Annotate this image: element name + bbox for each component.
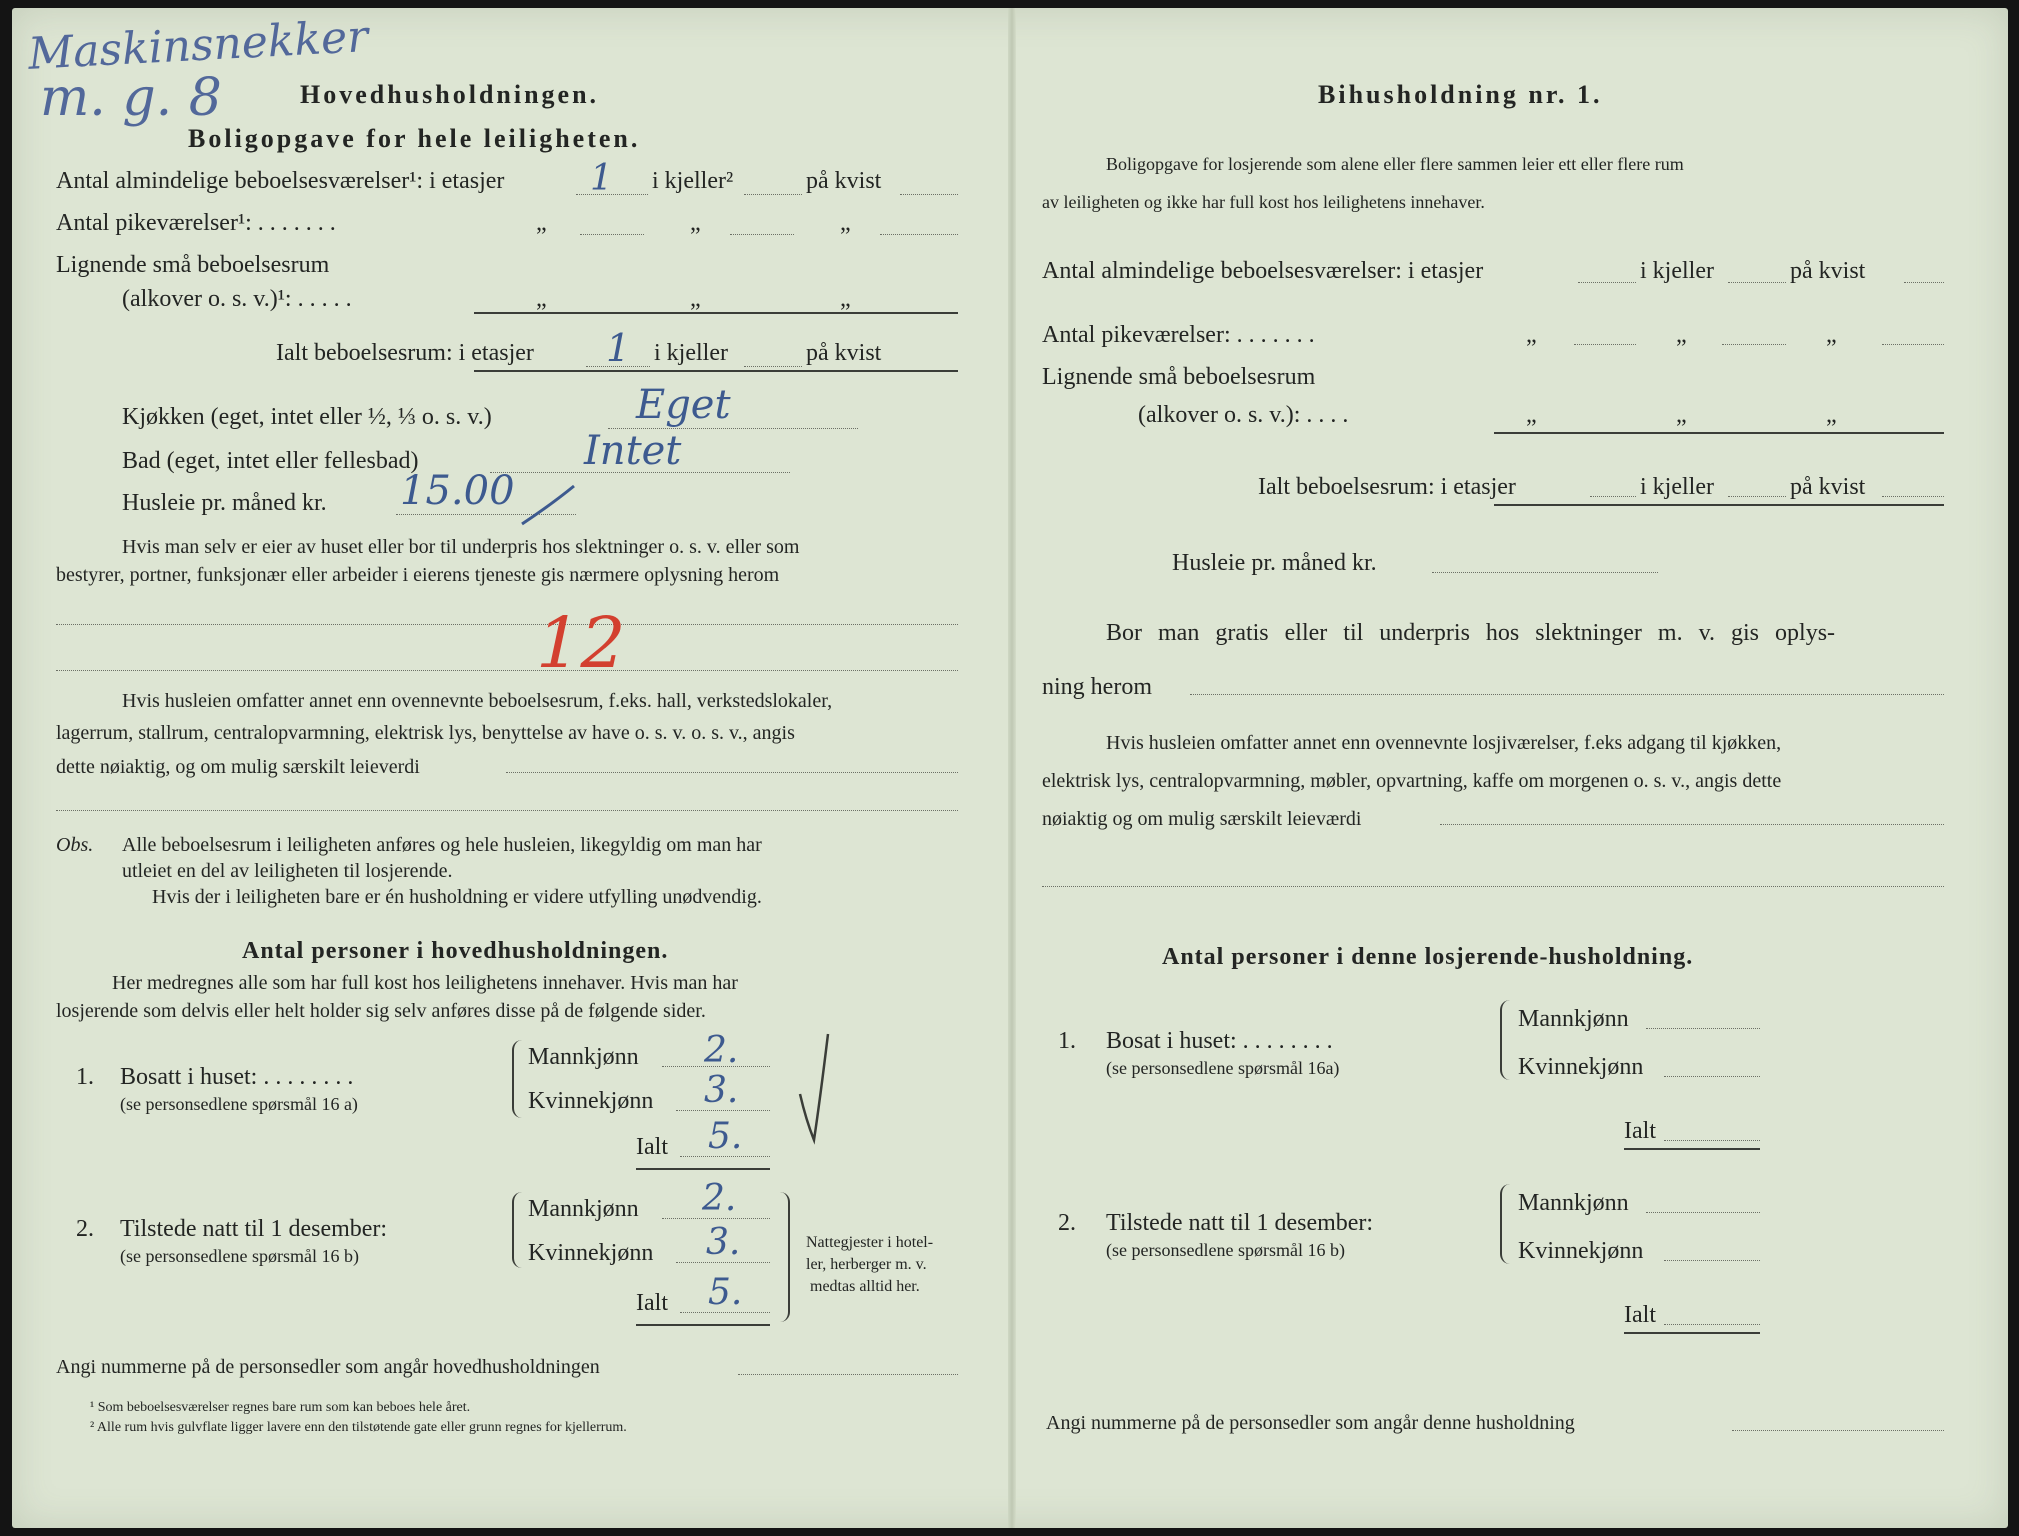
persons-intro-2: losjerende som delvis eller helt holder sig selv anføres disse på de følgende sider. <box>56 1000 706 1022</box>
hw-tilstede-kvinne: 3. <box>706 1222 741 1263</box>
ditto-mark: „ <box>1526 322 1537 348</box>
rooms-label: Antal almindelige beboelsesværelser¹: i etasjer <box>56 168 505 194</box>
right-q2-ialt-label: Ialt <box>1624 1302 1656 1328</box>
eier-line-2 <box>56 670 958 671</box>
bad-label: Bad (eget, intet eller fellesbad) <box>122 448 419 474</box>
q1-ialt-label: Ialt <box>636 1134 668 1160</box>
right-q1-ialt-line <box>1664 1140 1760 1141</box>
hw-red-number: 12 <box>527 602 634 684</box>
right-omfatter-3: nøiaktig og om mulig særskilt leieværdi <box>1042 808 1362 830</box>
obs-label: Obs. <box>56 834 94 856</box>
q2-right-bracket <box>776 1192 790 1322</box>
right-gratis-1: Bor man gratis eller til underpris hos slektninger m. v. gis oplys- <box>1106 620 1836 646</box>
pike-line-1 <box>580 234 644 235</box>
right-omfatter-line-1 <box>1440 824 1944 825</box>
q2-kvinne-label: Kvinnekjønn <box>528 1240 654 1266</box>
right-q1-kvinne-label: Kvinnekjønn <box>1518 1054 1644 1080</box>
right-ialt-kvist-line <box>1882 496 1944 497</box>
q1-bracket <box>512 1040 526 1118</box>
right-q1-number: 1. <box>1058 1028 1076 1054</box>
right-ialt-kjeller-line <box>1728 496 1786 497</box>
right-q1-bracket <box>1500 1000 1514 1080</box>
right-pike-line-1 <box>1574 344 1636 345</box>
persons-title: Antal personer i hovedhusholdningen. <box>242 938 669 964</box>
right-lignende-sum-line <box>1494 432 1944 434</box>
rooms-kjeller-label: i kjeller² <box>652 168 734 194</box>
right-q1-ialt-label: Ialt <box>1624 1118 1656 1144</box>
right-ialt-kjeller-label: i kjeller <box>1640 474 1714 500</box>
lignende-sum-line <box>474 312 958 314</box>
right-q2-bracket <box>1500 1184 1514 1264</box>
omfatter-text-1: Hvis husleien omfatter annet enn ovennevnte beboelsesrum, f.eks. hall, verkstedslokaler, <box>122 690 833 712</box>
right-omfatter-1: Hvis husleien omfatter annet enn ovennevnte losjiværelser, f.eks adgang til kjøkken, <box>1106 732 1782 754</box>
right-ialt-etasjer-line <box>1590 496 1636 497</box>
handwritten-mark: m. g. 8 <box>40 68 222 128</box>
ditto-mark: „ <box>1676 402 1687 428</box>
right-q1-sub: (se personsedlene spørsmål 16a) <box>1106 1058 1340 1078</box>
right-q2-label: Tilstede natt til 1 desember: <box>1106 1210 1374 1236</box>
right-q1-label: Bosat i huset: . . . . . . . . <box>1106 1028 1333 1054</box>
hw-bosatt-kvinne: 3. <box>704 1070 739 1111</box>
q2-number: 2. <box>76 1216 94 1242</box>
right-q1-ialt-underline <box>1624 1148 1760 1150</box>
ialt-label: Ialt beboelsesrum: i etasjer <box>276 340 534 366</box>
right-q2-mann-label: Mannkjønn <box>1518 1190 1629 1216</box>
eier-text-2: bestyrer, portner, funksjonær eller arbeider i eierens tjeneste gis nærmere oplysning herom <box>56 564 780 586</box>
pike-line-2 <box>730 234 794 235</box>
right-omfatter-line-2 <box>1042 886 1944 887</box>
right-gratis-2: ning herom <box>1042 674 1152 700</box>
nattegjester-note-3: medtas alltid her. <box>810 1278 920 1295</box>
right-omfatter-2: elektrisk lys, centralopvarmning, møbler, opvartning, kaffe om morgenen o. s. v., angis dette <box>1042 770 1782 792</box>
footnote-1: ¹ Som beboelsesværelser regnes bare rum som kan beboes hele året. <box>90 1400 471 1415</box>
left-title: Hovedhusholdningen. <box>300 80 600 109</box>
right-rooms-etasjer-line <box>1578 282 1636 283</box>
ialt-underline <box>474 370 958 372</box>
handwritten-occupation: Maskinsnekker <box>26 11 370 80</box>
right-q1-kvinne-line <box>1664 1076 1760 1077</box>
right-q2-kvinne-label: Kvinnekjønn <box>1518 1238 1644 1264</box>
eier-text-1: Hvis man selv er eier av huset eller bor til underpris hos slektninger o. s. v. eller som <box>122 536 800 558</box>
right-husleie-label: Husleie pr. måned kr. <box>1172 550 1377 576</box>
q2-ialt-label: Ialt <box>636 1290 668 1316</box>
right-rooms-kjeller-label: i kjeller <box>1640 258 1714 284</box>
right-q2-number: 2. <box>1058 1210 1076 1236</box>
obs-text-3: Hvis der i leiligheten bare er én husholdning er videre utfylling unødvendig. <box>152 886 762 908</box>
ditto-mark: „ <box>690 210 701 236</box>
q2-ialt-underline <box>636 1324 770 1326</box>
omfatter-line-1 <box>506 772 958 773</box>
right-gratis-line <box>1190 694 1944 695</box>
rooms-kjeller-line <box>744 194 802 195</box>
right-pike-line-2 <box>1722 344 1786 345</box>
q2-mann-label: Mannkjønn <box>528 1196 639 1222</box>
right-rooms-label: Antal almindelige beboelsesværelser: i etasjer <box>1042 258 1484 284</box>
ialt-kjeller-line <box>744 366 802 367</box>
nattegjester-note-2: ler, herberger m. v. <box>806 1256 927 1273</box>
hw-rent-stroke <box>500 480 580 530</box>
ditto-mark: „ <box>840 210 851 236</box>
kjokken-label: Kjøkken (eget, intet eller ½, ⅓ o. s. v.) <box>122 404 492 430</box>
hw-tilstede-mann: 2. <box>702 1178 737 1219</box>
hw-bath: Intet <box>584 428 682 474</box>
ditto-mark: „ <box>536 286 547 312</box>
right-title: Bihusholdning nr. 1. <box>1318 80 1603 109</box>
right-ialt-kvist-label: på kvist <box>1790 474 1866 500</box>
angi-label: Angi nummerne på de personsedler som angår hovedhusholdningen <box>56 1356 600 1378</box>
q2-label: Tilstede natt til 1 desember: <box>120 1216 388 1242</box>
pike-label: Antal pikeværelser¹: . . . . . . . <box>56 210 336 236</box>
hw-tilstede-ialt: 5. <box>708 1272 743 1313</box>
persons-intro-1: Her medregnes alle som har full kost hos leilighetens innehaver. Hvis man har <box>112 972 738 994</box>
omfatter-text-3: dette nøiaktig, og om mulig særskilt leieverdi <box>56 756 420 778</box>
q1-number: 1. <box>76 1064 94 1090</box>
lignende-label-2: (alkover o. s. v.)¹: . . . . . <box>122 286 352 312</box>
ialt-kjeller-label: i kjeller <box>654 340 728 366</box>
right-rooms-kjeller-line <box>1728 282 1786 283</box>
right-angi-line <box>1732 1430 1944 1431</box>
right-intro-2: av leiligheten og ikke har full kost hos leilighetens innehaver. <box>1042 192 1485 212</box>
ialt-etasjer-line <box>586 366 650 367</box>
q2-sub: (se personsedlene spørsmål 16 b) <box>120 1246 359 1266</box>
lignende-label-1: Lignende små beboelsesrum <box>56 252 330 278</box>
angi-line <box>738 1374 958 1375</box>
right-lignende-label-2: (alkover o. s. v.): . . . . <box>1138 402 1349 428</box>
ditto-mark: „ <box>690 286 701 312</box>
right-ialt-label: Ialt beboelsesrum: i etasjer <box>1258 474 1516 500</box>
right-q1-mann-line <box>1646 1028 1760 1029</box>
right-angi-label: Angi nummerne på de personsedler som angår denne husholdning <box>1046 1412 1575 1434</box>
hw-kitchen: Eget <box>636 382 731 428</box>
right-rooms-kvist-line <box>1904 282 1944 283</box>
right-q2-kvinne-line <box>1664 1260 1760 1261</box>
right-ialt-underline <box>1494 504 1944 506</box>
hw-ialt-etasjer: 1 <box>606 326 631 370</box>
right-q2-ialt-line <box>1664 1324 1760 1325</box>
obs-text-2: utleiet en del av leiligheten til losjerende. <box>122 860 453 882</box>
left-subtitle: Boligopgave for hele leiligheten. <box>188 124 641 153</box>
right-q1-mann-label: Mannkjønn <box>1518 1006 1629 1032</box>
hw-etasjer: 1 <box>590 158 613 199</box>
ditto-mark: „ <box>536 210 547 236</box>
hw-bosatt-mann: 2. <box>704 1030 739 1071</box>
ditto-mark: „ <box>1676 322 1687 348</box>
page-fold <box>1008 8 1016 1528</box>
right-lignende-label-1: Lignende små beboelsesrum <box>1042 364 1316 390</box>
rooms-kvist-line <box>900 194 958 195</box>
ditto-mark: „ <box>1826 322 1837 348</box>
ditto-mark: „ <box>1826 402 1837 428</box>
q1-label: Bosatt i huset: . . . . . . . . <box>120 1064 354 1090</box>
right-pike-line-3 <box>1882 344 1944 345</box>
q2-bracket <box>512 1192 526 1268</box>
obs-text-1: Alle beboelsesrum i leiligheten anføres og hele husleien, likegyldig om man har <box>122 834 762 856</box>
right-husleie-line <box>1432 572 1658 573</box>
right-q2-mann-line <box>1646 1212 1760 1213</box>
q1-ialt-underline <box>636 1168 770 1170</box>
hw-rent: 15.00 <box>400 468 515 514</box>
right-rooms-kvist-label: på kvist <box>1790 258 1866 284</box>
footnote-2: ² Alle rum hvis gulvflate ligger lavere enn den tilstøtende gate eller grunn regnes for kjellerrum. <box>90 1420 627 1435</box>
hw-bosatt-ialt: 5. <box>708 1116 743 1157</box>
ialt-kvist-label: på kvist <box>806 340 882 366</box>
right-intro-1: Boligopgave for losjerende som alene eller flere sammen leier ett eller flere rum <box>1106 154 1684 174</box>
ditto-mark: „ <box>840 286 851 312</box>
husleie-label: Husleie pr. måned kr. <box>122 490 327 516</box>
omfatter-line-2 <box>56 810 958 811</box>
nattegjester-note-1: Nattegjester i hotel- <box>806 1234 934 1251</box>
hw-check-stroke <box>790 1030 840 1150</box>
pike-line-3 <box>880 234 958 235</box>
omfatter-text-2: lagerrum, stallrum, centralopvarmning, elektrisk lys, benyttelse av have o. s. v. o. s. v., angis <box>56 722 795 744</box>
ditto-mark: „ <box>1526 402 1537 428</box>
eier-line-1 <box>56 624 958 625</box>
q1-sub: (se personsedlene spørsmål 16 a) <box>120 1094 358 1114</box>
right-q2-ialt-underline <box>1624 1332 1760 1334</box>
q1-kvinne-label: Kvinnekjønn <box>528 1088 654 1114</box>
rooms-kvist-label: på kvist <box>806 168 882 194</box>
right-pike-label: Antal pikeværelser: . . . . . . . <box>1042 322 1315 348</box>
right-q2-sub: (se personsedlene spørsmål 16 b) <box>1106 1240 1345 1260</box>
right-persons-title: Antal personer i denne losjerende-husholdning. <box>1162 944 1694 970</box>
q1-mann-label: Mannkjønn <box>528 1044 639 1070</box>
